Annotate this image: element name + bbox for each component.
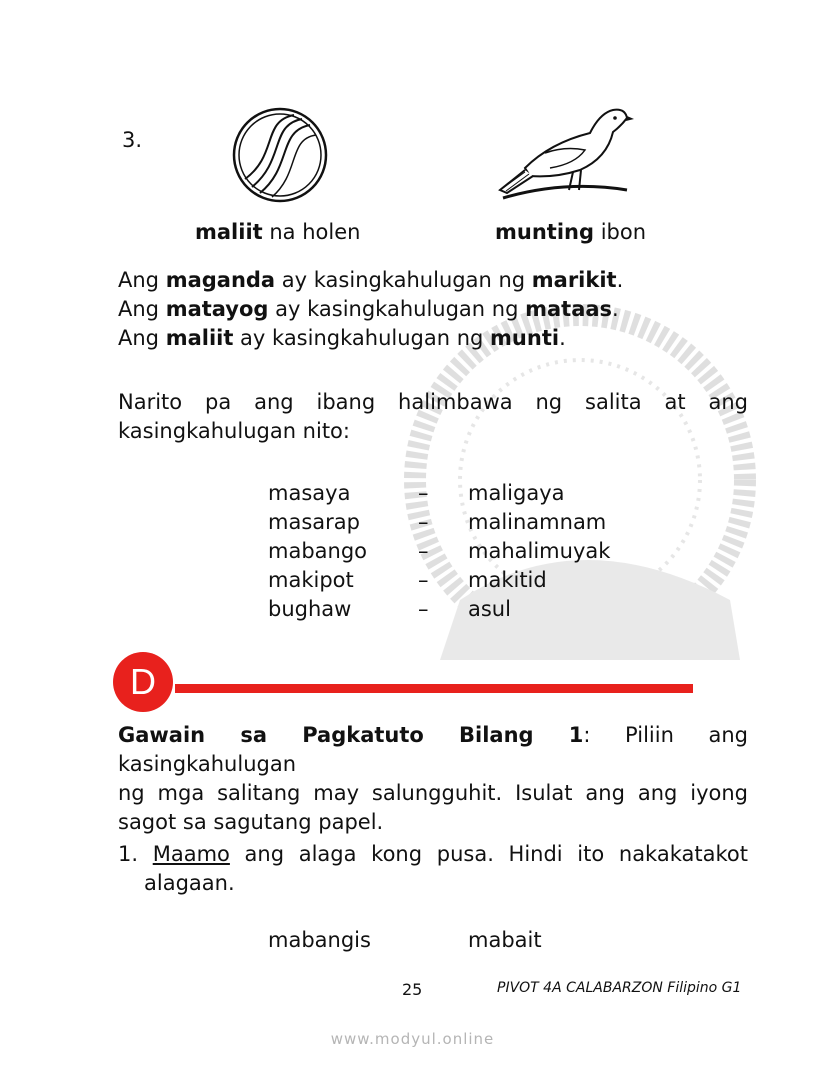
table-row: bughaw – asul (268, 596, 511, 621)
sentence: Ang matayog ay kasingkahulugan ng mataas. (118, 297, 619, 321)
bird-icon (495, 98, 635, 203)
table-row: masaya – maligaya (268, 480, 565, 505)
caption-bird: munting ibon (495, 220, 647, 244)
table-row: mabango – mahalimuyak (268, 538, 611, 563)
intro-paragraph: Narito pa ang ibang halimbawa ng salita at ang kasingkahulugan nito: (118, 390, 748, 443)
activity-instructions: Gawain sa Pagkatuto Bilang 1: Piliin ang kasingkahulugan ng mga salitang may salungguhit. Isulat ang ang iyong sagot sa sagutang papel. (118, 723, 748, 834)
sentence: Ang maganda ay kasingkahulugan ng marikit. (118, 268, 624, 292)
sentence: Ang maliit ay kasingkahulugan ng munti. (118, 326, 566, 350)
section-divider (175, 684, 693, 693)
series-label: PIVOT 4A CALABARZON Filipino G1 (497, 980, 742, 996)
caption-marble: maliit na holen (195, 220, 361, 244)
synonym-sentences (118, 266, 748, 353)
marble-icon (230, 105, 330, 205)
section-badge: D (113, 652, 173, 712)
synonym-table (268, 478, 610, 623)
website-watermark: www.modyul.online (330, 1030, 495, 1048)
underlined-word: Maamo (152, 842, 230, 866)
page-number: 25 (402, 980, 423, 999)
choice-b: mabait (468, 928, 542, 952)
question-1: 1. Maamo ang alaga kong pusa. Hindi ito nakakatakot alagaan. (118, 842, 748, 895)
choice-a: mabangis (268, 928, 371, 952)
table-row: masarap – malinamnam (268, 509, 607, 534)
item-number: 3. (122, 128, 143, 152)
table-row: makipot – makitid (268, 567, 547, 592)
